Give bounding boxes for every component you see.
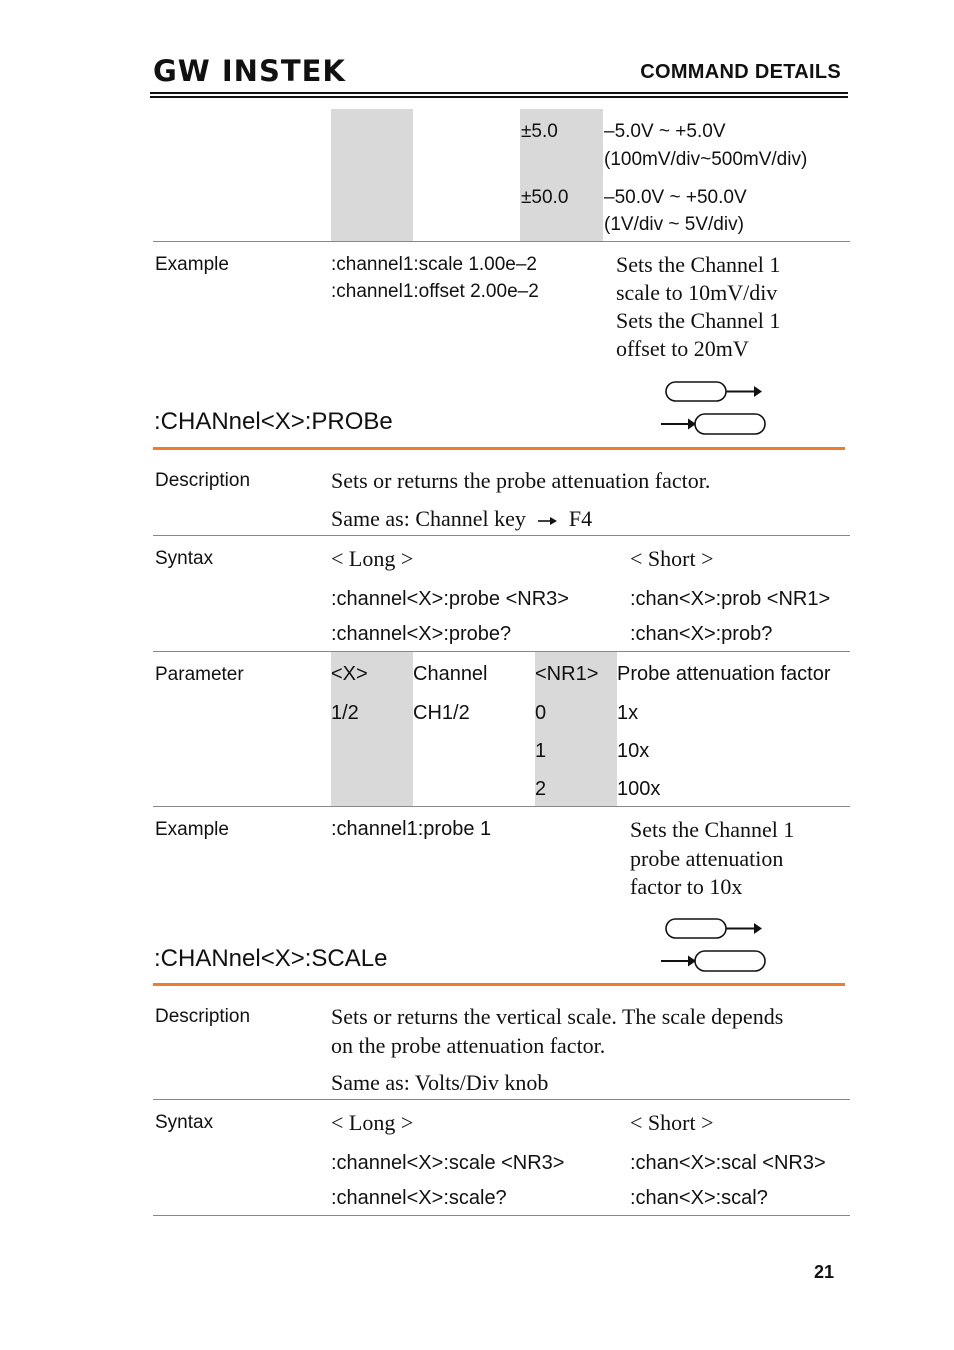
example-label: Example: [155, 819, 229, 840]
table-divider: [153, 535, 850, 536]
offset-range: (1V/div ~ 5V/div): [604, 214, 744, 235]
example-description: factor to 10x: [630, 874, 743, 899]
offset-range: –50.0V ~ +50.0V: [604, 187, 747, 208]
command-title: :CHANnel<X>:SCALe: [154, 945, 388, 972]
same-as-text: Same as: Volts/Div knob: [331, 1070, 549, 1095]
example-description: offset to 20mV: [616, 336, 749, 361]
table-divider: [153, 1099, 850, 1100]
page-number: 21: [813, 1262, 834, 1282]
description-text: Sets or returns the vertical scale. The scale depends: [331, 1004, 784, 1029]
param-factor-value: 100x: [617, 778, 661, 800]
short-form-header: < Short >: [630, 1110, 714, 1135]
brand-logo: GW INSTEK: [153, 54, 346, 88]
offset-value: ±50.0: [521, 187, 569, 208]
query-command-icon: [660, 949, 768, 974]
short-form-header: < Short >: [630, 546, 714, 571]
query-command-icon: [660, 412, 768, 437]
set-command-icon: [660, 917, 765, 941]
syntax-label: Syntax: [155, 1112, 214, 1133]
example-command: :channel1:scale 1.00e–2: [331, 254, 537, 275]
set-command-icon: [660, 380, 765, 404]
example-label: Example: [155, 254, 229, 275]
table-shade: [331, 109, 413, 241]
parameter-label: Parameter: [155, 664, 244, 685]
arrow-right-icon: [537, 515, 559, 527]
long-set-syntax: :channel<X>:probe <NR3>: [331, 588, 569, 610]
param-header-factor: Probe attenuation factor: [617, 663, 831, 685]
long-query-syntax: :channel<X>:probe?: [331, 623, 512, 645]
short-query-syntax: :chan<X>:prob?: [630, 623, 773, 645]
section-title: COMMAND DETAILS: [640, 61, 841, 83]
offset-range: (100mV/div~500mV/div): [604, 149, 808, 170]
param-channel-value: CH1/2: [413, 702, 470, 724]
section-accent-rule: [153, 983, 845, 986]
example-description: scale to 10mV/div: [616, 280, 778, 305]
param-factor-value: 10x: [617, 740, 650, 762]
offset-range: –5.0V ~ +5.0V: [604, 121, 726, 142]
param-header-x: <X>: [331, 663, 368, 685]
param-code: 2: [535, 778, 547, 800]
function-key: F4: [568, 506, 593, 531]
param-header-channel: Channel: [413, 663, 488, 685]
description-text: on the probe attenuation factor.: [331, 1033, 606, 1058]
long-form-header: < Long >: [331, 1110, 414, 1135]
param-x-value: 1/2: [331, 702, 359, 724]
short-set-syntax: :chan<X>:prob <NR1>: [630, 588, 831, 610]
example-description: probe attenuation: [630, 846, 784, 871]
table-divider: [153, 241, 850, 242]
command-title: :CHANnel<X>:PROBe: [154, 408, 393, 435]
example-command: :channel1:probe 1: [331, 818, 492, 840]
same-as-text: [331, 506, 592, 532]
table-divider: [153, 651, 850, 652]
short-set-syntax: :chan<X>:scal <NR3>: [630, 1152, 826, 1174]
param-header-nr1: <NR1>: [535, 663, 599, 685]
offset-value: ±5.0: [521, 121, 558, 142]
header-rule: [150, 96, 848, 98]
example-description: Sets the Channel 1: [616, 308, 781, 333]
short-query-syntax: :chan<X>:scal?: [630, 1187, 768, 1209]
example-description: Sets the Channel 1: [616, 252, 781, 277]
example-description: Sets the Channel 1: [630, 817, 795, 842]
param-code: 1: [535, 740, 547, 762]
long-set-syntax: :channel<X>:scale <NR3>: [331, 1152, 565, 1174]
table-divider: [153, 1215, 850, 1216]
param-code: 0: [535, 702, 547, 724]
long-query-syntax: :channel<X>:scale?: [331, 1187, 507, 1209]
syntax-label: Syntax: [155, 548, 214, 569]
long-form-header: < Long >: [331, 546, 414, 571]
param-factor-value: 1x: [617, 702, 639, 724]
header-rule: [150, 92, 848, 94]
example-command: :channel1:offset 2.00e–2: [331, 281, 539, 302]
description-label: Description: [155, 470, 251, 491]
same-as-label: Same as: Channel key: [331, 506, 526, 531]
section-accent-rule: [153, 447, 845, 450]
description-label: Description: [155, 1006, 251, 1027]
description-text: Sets or returns the probe attenuation factor.: [331, 468, 711, 493]
table-divider: [153, 806, 850, 807]
